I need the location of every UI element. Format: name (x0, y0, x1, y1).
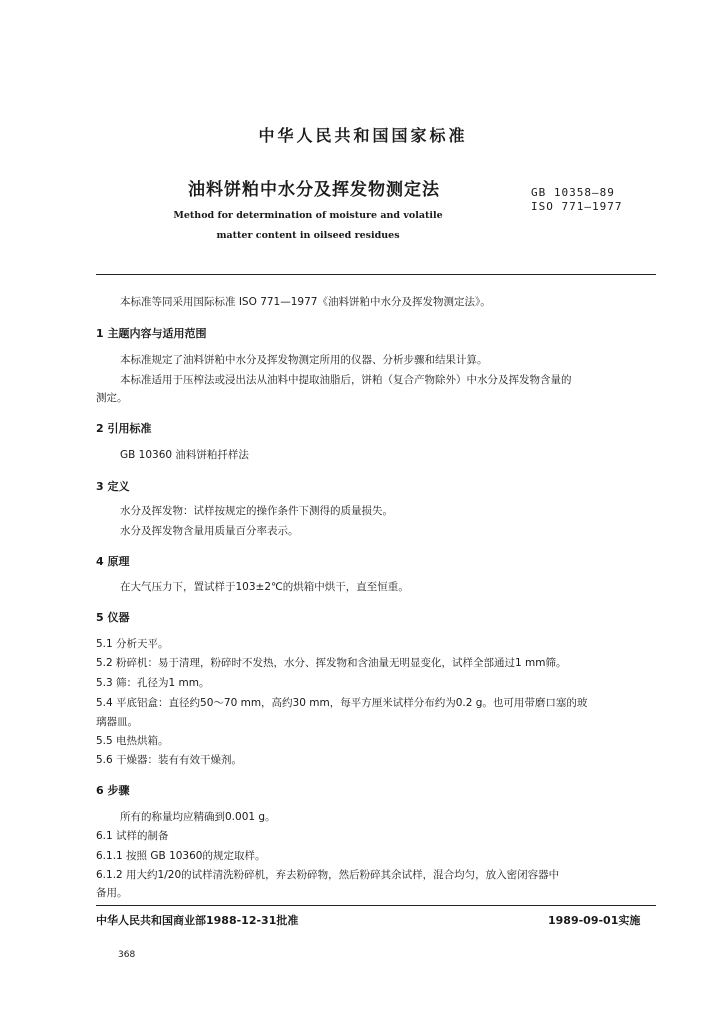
section-4-heading: 4 原理 (96, 555, 130, 568)
section-5-1: 5.1 分析天平。 (96, 638, 169, 650)
footer-divider (96, 905, 656, 906)
section-1-paragraph-2-line1: 本标准适用于压榨法或浸出法从油料中提取油脂后，饼粕（复合产物除外）中水分及挥发物含量的 (120, 374, 572, 386)
section-5-4-line2: 璃器皿。 (96, 716, 138, 728)
section-5-6: 5.6 干燥器：装有有效干燥剂。 (96, 754, 243, 766)
section-3-heading: 3 定义 (96, 480, 130, 493)
section-3-paragraph-2: 水分及挥发物含量用质量百分率表示。 (120, 525, 299, 537)
intro-paragraph: 本标准等同采用国际标准 ISO 771—1977《油料饼粕中水分及挥发物测定法》。 (120, 296, 491, 308)
section-6-1-2-line2: 备用。 (96, 887, 128, 899)
header-divider (96, 274, 656, 275)
section-1-paragraph-1: 本标准规定了油料饼粕中水分及挥发物测定所用的仪器、分析步骤和结果计算。 (120, 354, 488, 366)
approval-line: 中华人民共和国商业部1988-12-31批准 (96, 914, 299, 927)
section-2-heading: 2 引用标准 (96, 422, 152, 435)
page-number: 368 (118, 950, 136, 960)
section-5-5: 5.5 电热烘箱。 (96, 735, 169, 747)
section-6-1-1: 6.1.1 按照 GB 10360的规定取样。 (96, 850, 266, 862)
section-3-paragraph-1: 水分及挥发物：试样按规定的操作条件下测得的质量损失。 (120, 505, 393, 517)
document-title-cn: 油料饼粕中水分及挥发物测定法 (188, 180, 440, 200)
section-2-reference: GB 10360 油料饼粕扦样法 (120, 449, 249, 461)
section-5-2: 5.2 粉碎机：易于清理，粉碎时不发热，水分、挥发物和含油量无明显变化，试样全部通过1 mm筛。 (96, 657, 567, 669)
document-title-en-line1: Method for determination of moisture and volatile (173, 210, 443, 221)
national-standard-heading: 中华人民共和国国家标准 (258, 126, 468, 145)
section-6-heading: 6 步骤 (96, 784, 130, 797)
section-1-paragraph-2-line2: 测定。 (96, 392, 128, 404)
section-6-1-2-line1: 6.1.2 用大约1/20的试样清洗粉碎机，弃去粉碎物，然后粉碎其余试样，混合均匀，放入密闭容器中 (96, 869, 560, 881)
section-5-heading: 5 仪器 (96, 611, 130, 624)
section-6-1: 6.1 试样的制备 (96, 830, 169, 842)
section-5-4-line1: 5.4 平底铝盒：直径约50～70 mm，高约30 mm，每平方厘米试样分布约为0.2 g。也可用带磨口塞的玻 (96, 697, 588, 709)
section-4-paragraph: 在大气压力下，置试样于103±2℃的烘箱中烘干，直至恒重。 (120, 581, 409, 593)
implementation-date: 1989-09-01实施 (548, 914, 641, 927)
section-6-paragraph: 所有的称量均应精确到0.001 g。 (120, 811, 276, 823)
document-title-en-line2: matter content in oilseed residues (216, 230, 400, 241)
section-1-heading: 1 主题内容与适用范围 (96, 327, 207, 340)
standard-code-iso: ISO 771—1977 (531, 200, 623, 213)
standard-code-gb: GB 10358—89 (531, 186, 615, 199)
section-5-3: 5.3 筛：孔径为1 mm。 (96, 677, 210, 689)
